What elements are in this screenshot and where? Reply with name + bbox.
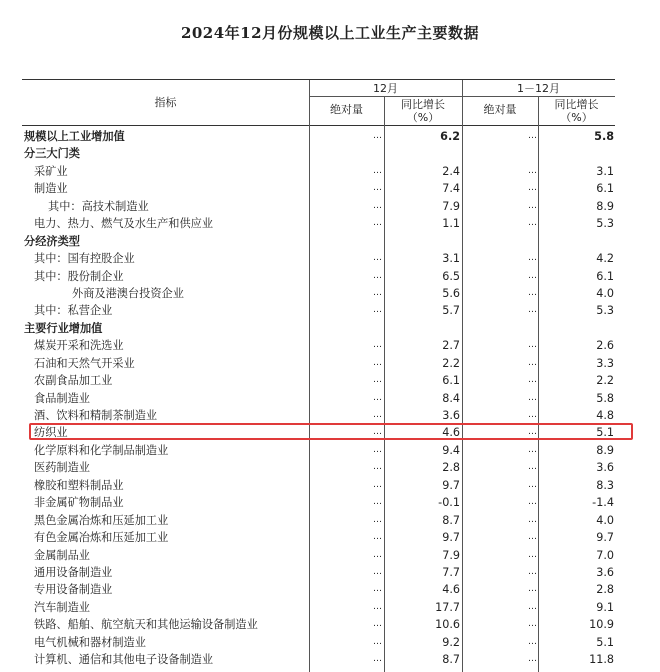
cell-ytd-yoy: 11.8 — [589, 653, 614, 667]
cell-ytd-absolute: … — [528, 270, 538, 281]
cell-month-yoy: 8.4 — [442, 391, 460, 405]
cell-month-yoy: 9.2 — [442, 635, 460, 649]
cell-month-absolute: … — [373, 636, 383, 647]
header-indicator: 指标 — [154, 96, 177, 109]
cell-month-absolute: … — [373, 165, 383, 176]
cell-month-yoy: 7.9 — [442, 199, 460, 213]
header-absolute: 绝对量 — [330, 103, 363, 116]
cell-ytd-absolute: … — [528, 131, 538, 141]
row-label: 外商及港澳台投资企业 — [72, 286, 184, 300]
cell-month-yoy: 10.6 — [435, 618, 460, 632]
cell-month-yoy: 4.6 — [442, 583, 460, 597]
cell-ytd-yoy: 2.6 — [596, 339, 614, 353]
row-label: 其中：股份制企业 — [34, 269, 124, 283]
header-yoy-line1: 同比增长 — [554, 98, 599, 111]
table-row — [22, 634, 615, 651]
cell-ytd-yoy: 5.8 — [596, 391, 614, 405]
row-label: 计算机、通信和其他电子设备制造业 — [34, 653, 214, 667]
table-row — [22, 233, 615, 250]
header-yoy-line2: （%） — [406, 111, 440, 124]
row-label: 铁路、船舶、航空航天和其他运输设备制造业 — [34, 618, 258, 632]
cell-month-absolute: … — [373, 462, 383, 473]
row-label: 非金属矿物制品业 — [34, 496, 124, 510]
row-label: 医药制造业 — [34, 461, 90, 475]
cell-ytd-absolute: … — [528, 514, 538, 525]
row-label: 制造业 — [34, 182, 68, 196]
table-row — [22, 651, 615, 668]
table-row — [22, 581, 615, 598]
cell-ytd-yoy: 2.8 — [596, 583, 614, 597]
cell-ytd-absolute: … — [528, 619, 538, 630]
table-row — [22, 512, 615, 529]
table-row — [22, 564, 615, 581]
table-row — [22, 128, 615, 145]
cell-month-yoy: 6.5 — [442, 269, 460, 283]
cell-ytd-absolute: … — [528, 165, 538, 176]
cell-month-yoy: 9.7 — [442, 478, 460, 492]
cell-month-absolute: … — [373, 183, 383, 194]
cell-month-absolute: … — [373, 287, 383, 298]
table-row — [22, 198, 615, 215]
cell-month-yoy: 2.2 — [442, 356, 460, 370]
cell-ytd-yoy: 5.3 — [596, 217, 614, 231]
table-row — [22, 320, 615, 337]
row-label: 电气机械和器材制造业 — [34, 635, 146, 649]
row-label: 电力、热力、燃气及水生产和供应业 — [34, 217, 214, 231]
row-label: 食品制造业 — [34, 391, 90, 405]
row-label: 有色金属冶炼和压延加工业 — [34, 531, 169, 545]
table-row — [22, 145, 615, 162]
table-row — [22, 372, 615, 389]
cell-month-yoy: 4.6 — [442, 426, 460, 440]
cell-month-absolute: … — [373, 392, 383, 403]
cell-month-absolute: … — [373, 410, 383, 420]
table-row — [22, 477, 615, 494]
cell-ytd-absolute: … — [528, 636, 538, 647]
table-row — [22, 529, 615, 546]
table-row — [22, 547, 615, 564]
cell-month-absolute: … — [373, 305, 383, 316]
table-row — [22, 180, 615, 197]
table-row — [22, 285, 615, 302]
cell-ytd-absolute: … — [528, 462, 538, 473]
cell-month-absolute: … — [373, 566, 383, 577]
cell-month-absolute: … — [373, 218, 383, 229]
cell-ytd-yoy: 8.9 — [596, 443, 614, 457]
cell-ytd-yoy: 4.8 — [596, 409, 614, 422]
header-subrule — [309, 96, 615, 97]
table-body — [22, 128, 615, 669]
cell-ytd-absolute: … — [528, 566, 538, 577]
cell-month-yoy: 9.4 — [442, 443, 460, 457]
table-header — [22, 80, 615, 126]
cell-month-yoy: 7.9 — [442, 548, 460, 562]
cell-ytd-absolute: … — [528, 183, 538, 194]
cell-ytd-absolute: … — [528, 410, 538, 420]
table-row — [22, 355, 615, 372]
cell-ytd-yoy: 5.8 — [594, 130, 614, 143]
row-label: 其中：私营企业 — [34, 304, 113, 318]
cell-ytd-absolute: … — [528, 497, 538, 508]
cell-ytd-absolute: … — [528, 392, 538, 403]
row-label: 其中：高技术制造业 — [48, 199, 149, 213]
cell-ytd-absolute: … — [528, 601, 538, 612]
cell-month-yoy: 2.4 — [442, 164, 460, 178]
cell-month-yoy: 6.1 — [442, 374, 460, 388]
cell-ytd-yoy: 3.1 — [596, 164, 614, 178]
cell-ytd-yoy: 3.3 — [596, 356, 614, 370]
row-label: 通用设备制造业 — [34, 565, 113, 579]
cell-ytd-absolute: … — [528, 357, 538, 368]
table-row — [22, 616, 615, 633]
cell-month-yoy: 2.8 — [442, 461, 460, 475]
cell-ytd-yoy: 5.1 — [596, 426, 614, 440]
header-ytd: 1－12月 — [517, 82, 560, 95]
cell-month-yoy: 2.7 — [442, 339, 460, 353]
cell-ytd-yoy: 10.9 — [589, 618, 614, 632]
highlight-box — [29, 423, 633, 440]
cell-month-absolute: … — [373, 444, 383, 455]
header-yoy — [384, 98, 462, 124]
cell-ytd-absolute: … — [528, 218, 538, 229]
cell-month-yoy: 3.1 — [442, 252, 460, 266]
row-label: 酒、饮料和精制茶制造业 — [34, 409, 158, 422]
cell-month-yoy: 3.6 — [442, 409, 460, 422]
row-label: 其中：国有控股企业 — [34, 252, 135, 266]
cell-month-absolute: … — [373, 584, 383, 595]
cell-month-absolute: … — [373, 357, 383, 368]
cell-ytd-yoy: 7.0 — [596, 548, 614, 562]
cell-month-absolute: … — [373, 427, 383, 438]
page-title: 2024年12月份规模以上工业生产主要数据 — [180, 24, 480, 42]
row-label: 黑色金属冶炼和压延加工业 — [34, 513, 169, 527]
header-month: 12月 — [373, 82, 398, 95]
header-yoy-line2: （%） — [560, 111, 593, 124]
cell-ytd-absolute: … — [528, 375, 538, 386]
cell-ytd-yoy: 2.2 — [596, 374, 614, 388]
cell-month-absolute: … — [373, 601, 383, 612]
table-row — [22, 599, 615, 616]
cell-ytd-yoy: 8.9 — [596, 199, 614, 213]
table-row — [22, 268, 615, 285]
row-label: 主要行业增加值 — [24, 321, 103, 335]
table-row — [22, 390, 615, 407]
table-row — [22, 459, 615, 476]
cell-month-absolute: … — [373, 131, 383, 141]
cell-ytd-absolute: … — [528, 287, 538, 298]
row-label: 化学原料和化学制品制造业 — [34, 443, 169, 457]
cell-ytd-absolute: … — [528, 305, 538, 316]
header-absolute-ytd: 绝对量 — [483, 103, 517, 116]
cell-month-absolute: … — [373, 200, 383, 211]
cell-month-absolute: … — [373, 514, 383, 525]
cell-ytd-yoy: 9.1 — [596, 600, 614, 614]
cell-month-absolute: … — [373, 549, 383, 560]
cell-ytd-yoy: 4.2 — [596, 252, 614, 266]
row-label: 石油和天然气开采业 — [34, 356, 135, 370]
cell-month-absolute: … — [373, 497, 383, 508]
cell-ytd-absolute: … — [528, 532, 538, 543]
cell-ytd-absolute: … — [528, 427, 538, 438]
row-label: 金属制品业 — [34, 548, 90, 562]
table-row — [22, 302, 615, 319]
cell-ytd-yoy: 5.1 — [596, 635, 614, 649]
cell-ytd-absolute: … — [528, 549, 538, 560]
cell-month-yoy: 9.7 — [442, 531, 460, 545]
row-label: 规模以上工业增加值 — [24, 130, 125, 143]
table-row — [22, 442, 615, 459]
table-row — [22, 215, 615, 232]
row-label: 采矿业 — [34, 164, 68, 178]
cell-ytd-yoy: 4.0 — [596, 286, 614, 300]
cell-month-yoy: -0.1 — [438, 496, 460, 510]
cell-month-yoy: 7.7 — [442, 565, 460, 579]
row-label: 专用设备制造业 — [34, 583, 113, 597]
cell-ytd-yoy: 3.6 — [596, 461, 614, 475]
cell-ytd-yoy: 6.1 — [596, 182, 614, 196]
row-label: 纺织业 — [34, 426, 68, 440]
row-label: 分三大门类 — [24, 147, 80, 161]
cell-ytd-absolute: … — [528, 444, 538, 455]
cell-month-absolute: … — [373, 619, 383, 630]
cell-ytd-yoy: -1.4 — [592, 496, 614, 510]
cell-month-yoy: 17.7 — [435, 600, 460, 614]
cell-ytd-absolute: … — [528, 253, 538, 264]
cell-ytd-absolute: … — [528, 584, 538, 595]
cell-month-absolute: … — [373, 270, 383, 281]
row-label: 农副食品加工业 — [34, 374, 113, 388]
row-label: 橡胶和塑料制品业 — [34, 478, 124, 492]
cell-month-yoy: 8.7 — [442, 653, 460, 667]
cell-month-absolute: … — [373, 375, 383, 386]
row-label: 煤炭开采和洗选业 — [34, 339, 124, 353]
cell-ytd-absolute: … — [528, 340, 538, 351]
table-row — [22, 163, 615, 180]
cell-month-yoy: 1.1 — [442, 217, 460, 231]
cell-month-absolute: … — [373, 532, 383, 543]
cell-ytd-absolute: … — [528, 200, 538, 211]
table-row — [22, 250, 615, 267]
cell-ytd-yoy: 4.0 — [596, 513, 614, 527]
cell-month-yoy: 8.7 — [442, 513, 460, 527]
header-yoy-line1: 同比增长 — [401, 98, 445, 111]
cell-month-absolute: … — [373, 253, 383, 264]
cell-ytd-absolute: … — [528, 654, 538, 665]
cell-month-absolute: … — [373, 340, 383, 351]
cell-month-yoy: 5.6 — [442, 286, 460, 300]
cell-month-yoy: 7.4 — [442, 182, 460, 196]
cell-month-absolute: … — [373, 479, 383, 490]
cell-ytd-yoy: 8.3 — [596, 478, 614, 492]
table-row — [22, 337, 615, 354]
cell-ytd-yoy: 9.7 — [596, 531, 614, 545]
table-row — [22, 407, 615, 424]
cell-ytd-yoy: 3.6 — [596, 565, 614, 579]
row-label: 分经济类型 — [24, 234, 80, 248]
cell-ytd-yoy: 5.3 — [596, 304, 614, 318]
cell-ytd-yoy: 6.1 — [596, 269, 614, 283]
header-yoy-ytd — [538, 98, 615, 124]
cell-month-yoy: 5.7 — [442, 304, 460, 318]
cell-ytd-absolute: … — [528, 479, 538, 490]
cell-month-absolute: … — [373, 654, 383, 665]
cell-month-yoy: 6.2 — [440, 130, 460, 143]
table-row — [22, 494, 615, 511]
row-label: 汽车制造业 — [34, 600, 90, 614]
